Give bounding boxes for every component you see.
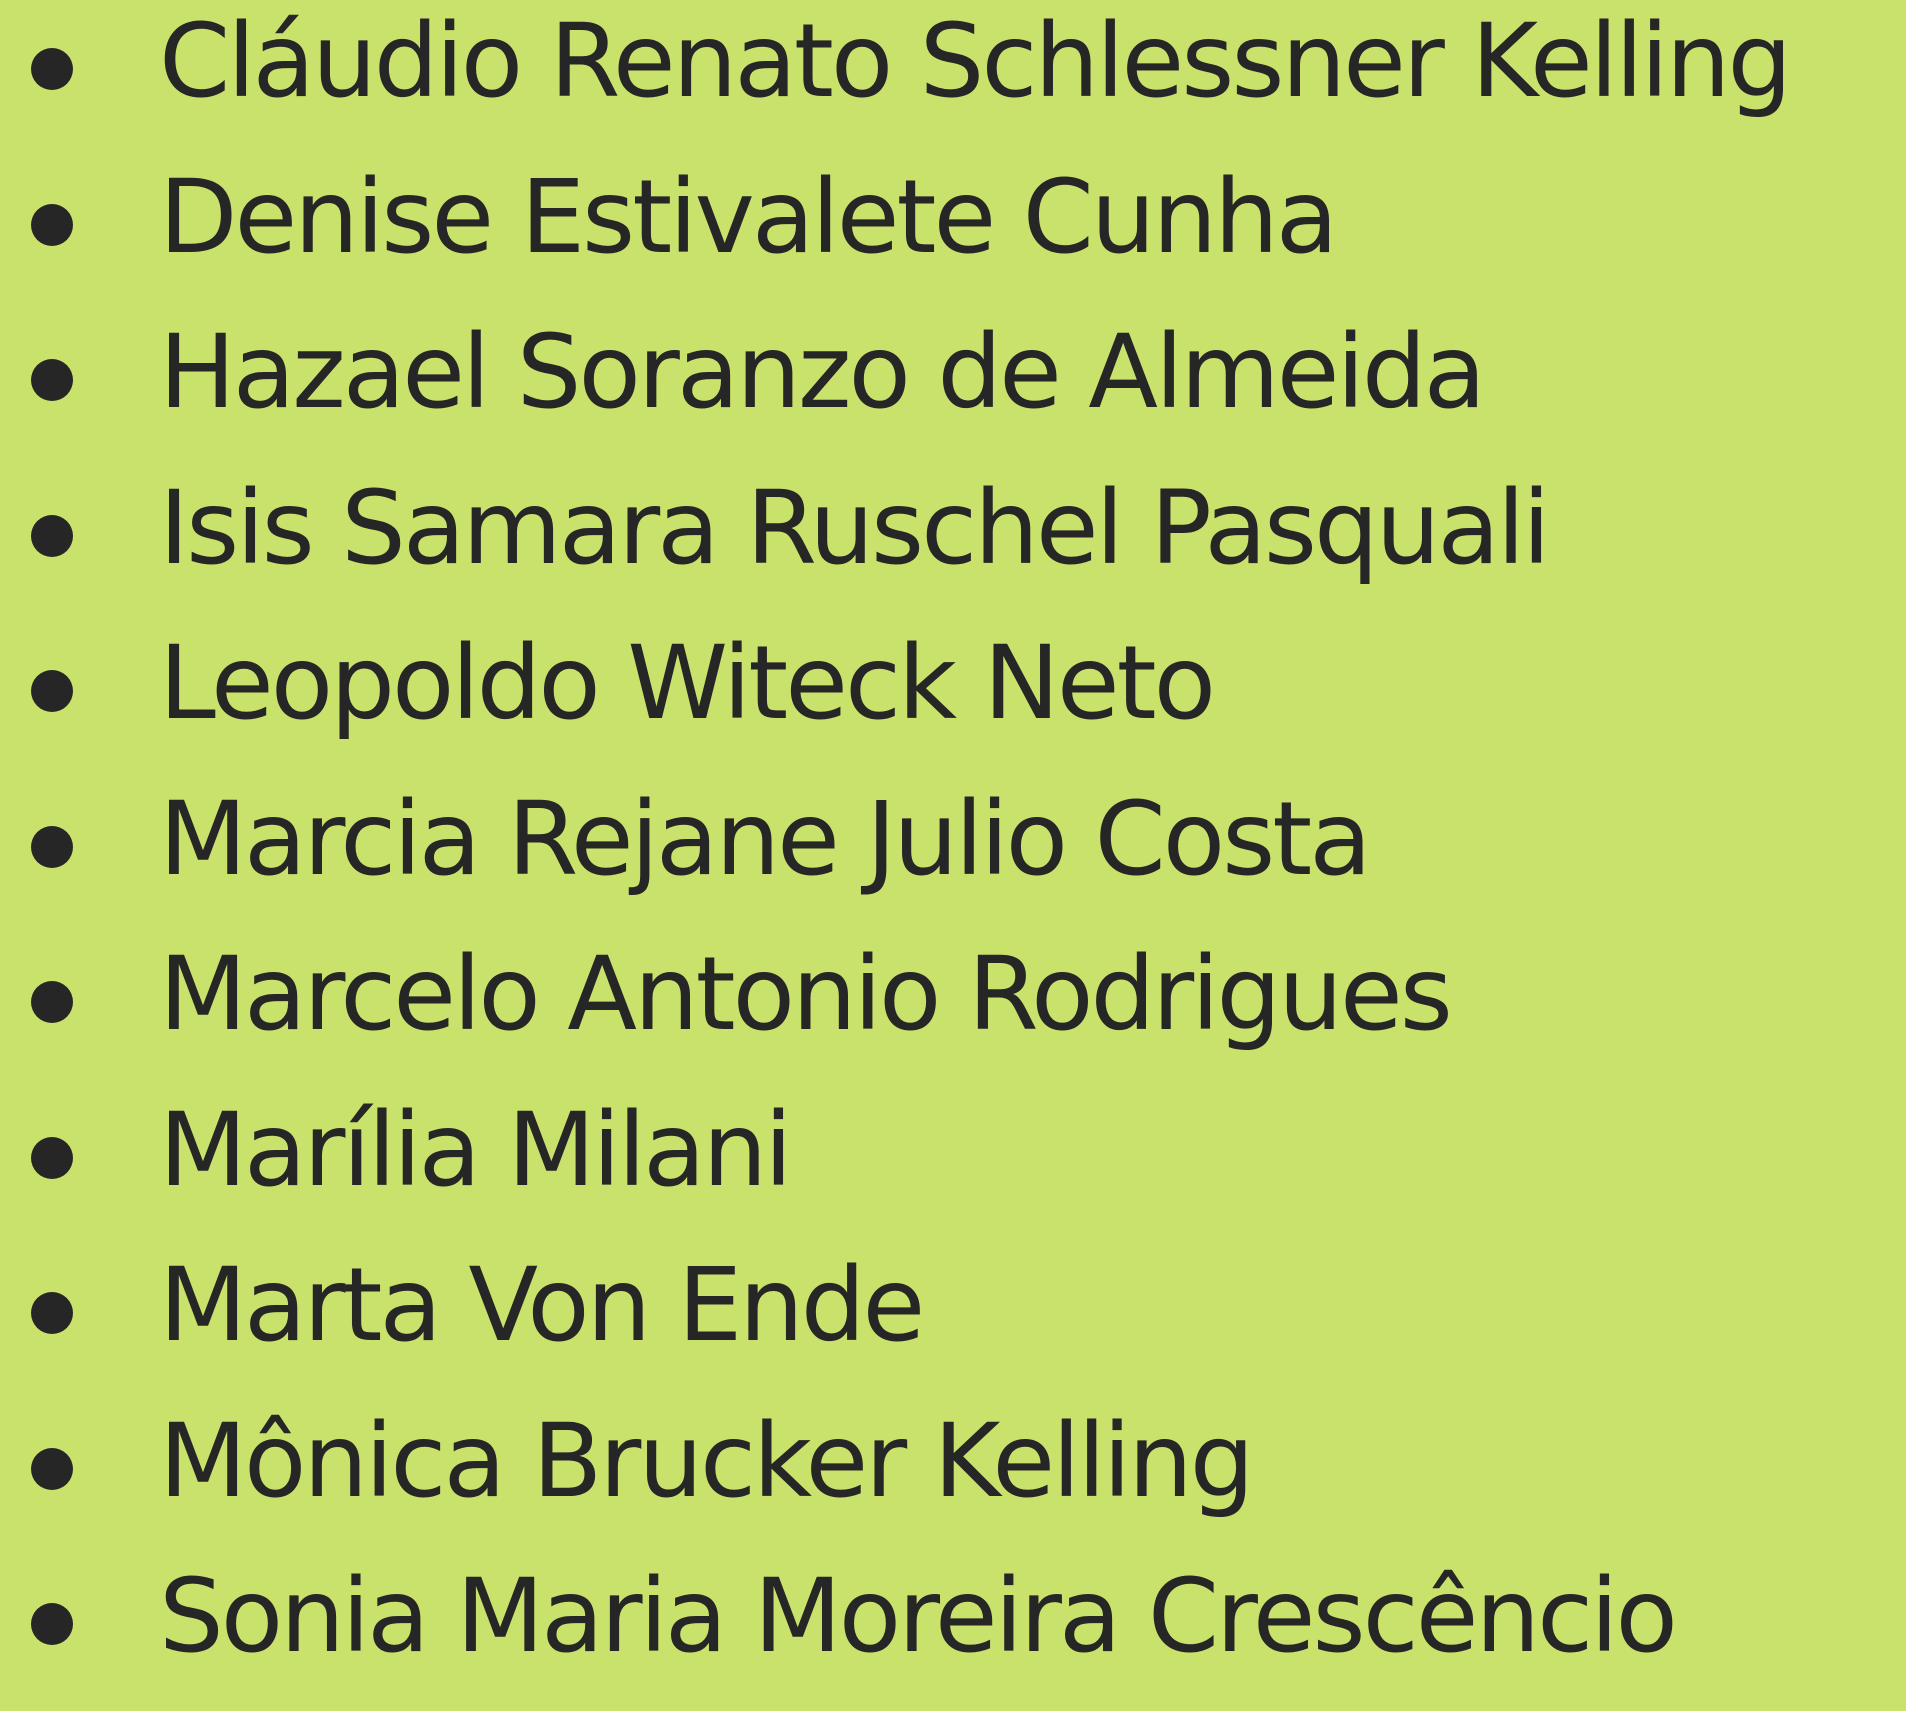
bullet-icon: [31, 1292, 73, 1334]
list-item: [0, 778, 1906, 934]
list-item-text: Leopoldo Witeck Neto: [159, 624, 1213, 743]
bullet-icon: [31, 1448, 73, 1490]
list-item-text: Isis Samara Ruschel Pasquali: [159, 468, 1548, 588]
list-item: [0, 622, 1906, 778]
list-item: [0, 1089, 1906, 1245]
list-item: [0, 0, 1906, 156]
list-item: [0, 1400, 1906, 1556]
bullet-icon: [31, 1603, 73, 1645]
list-item-text: Hazael Soranzo de Almeida: [159, 313, 1484, 432]
bullet-icon: [31, 981, 73, 1023]
list-item-text: Marta Von Ende: [159, 1246, 923, 1365]
list-item-text: Marcelo Antonio Rodrigues: [159, 935, 1450, 1054]
list-item: [0, 467, 1906, 623]
bullet-icon: [31, 826, 73, 868]
bullet-icon: [31, 670, 73, 712]
list-item: [0, 156, 1906, 312]
bullet-icon: [31, 48, 73, 90]
list-item: [0, 1244, 1906, 1400]
list-item: [0, 1555, 1906, 1711]
list-item: [0, 933, 1906, 1089]
list-item-text: Mônica Brucker Kelling: [159, 1401, 1252, 1521]
bullet-icon: [31, 515, 73, 557]
bullet-icon: [31, 204, 73, 246]
list-item: [0, 311, 1906, 467]
list-item-text: Cláudio Renato Schlessner Kelling: [159, 2, 1790, 121]
list-item-text: Sonia Maria Moreira Crescêncio: [159, 1557, 1675, 1676]
list-item-text: Denise Estivalete Cunha: [159, 157, 1336, 277]
list-item-text: Marcia Rejane Julio Costa: [159, 779, 1369, 899]
list-item-text: Marília Milani: [159, 1090, 790, 1210]
bullet-icon: [31, 359, 73, 401]
bullet-icon: [31, 1137, 73, 1179]
